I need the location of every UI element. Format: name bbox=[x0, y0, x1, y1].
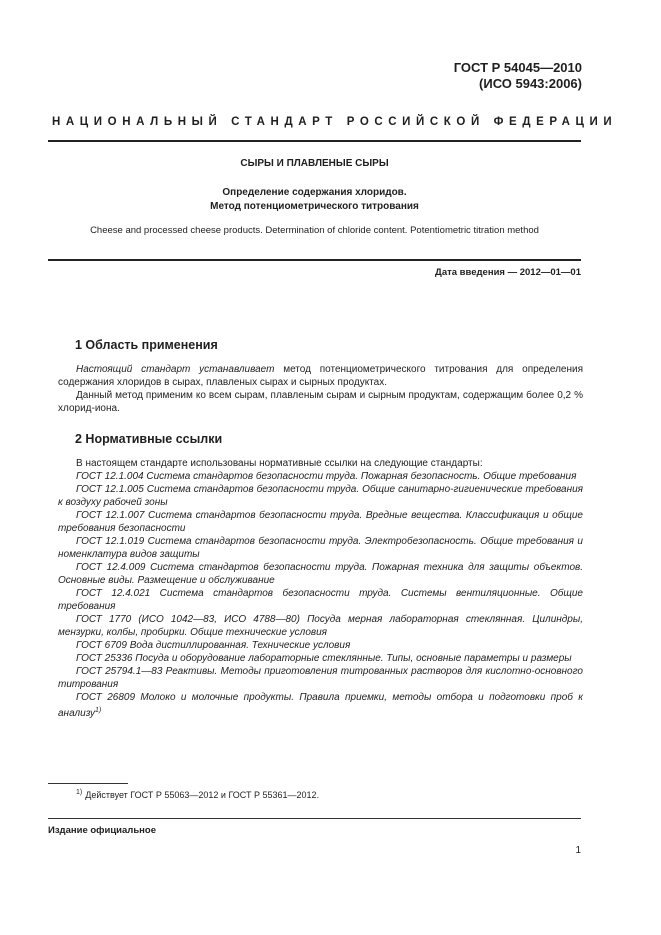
reference-item: ГОСТ 12.4.021 Система стандартов безопасности труда. Системы вентиляционные. Общие требования bbox=[58, 588, 583, 612]
subtitle-line-1: Определение содержания хлоридов. bbox=[222, 187, 407, 198]
english-title: Cheese and processed cheese products. Determination of chloride content. Potentiometric titration method bbox=[90, 225, 539, 236]
footnote-divider bbox=[48, 783, 128, 784]
reference-item: ГОСТ 12.1.019 Система стандартов безопасности труда. Электробезопасность. Общие требования и номенклатура видов защиты bbox=[58, 536, 583, 560]
reference-item: ГОСТ 12.1.007 Система стандартов безопасности труда. Вредные вещества. Классификация и общие требования безопасности bbox=[58, 510, 583, 534]
reference-item: ГОСТ 12.4.009 Система стандартов безопасности труда. Пожарная техника для защиты объектов. Основные виды. Размещение и обслуживание bbox=[58, 562, 583, 586]
title-divider bbox=[48, 259, 581, 261]
document-title: СЫРЫ И ПЛАВЛЕНЫЕ СЫРЫ bbox=[240, 158, 389, 169]
national-standard-banner: НАЦИОНАЛЬНЫЙ СТАНДАРТ РОССИЙСКОЙ ФЕДЕРАЦИИ bbox=[52, 116, 618, 128]
section-2-heading: 2 Нормативные ссылки bbox=[75, 432, 223, 446]
reference-item: ГОСТ 25794.1—83 Реактивы. Методы приготовления титрованных растворов для кислотно-основного титрования bbox=[58, 666, 583, 690]
reference-item: ГОСТ 12.1.005 Система стандартов безопасности труда. Общие санитарно-гигиенические требования к воздуху рабочей зоны bbox=[58, 484, 584, 508]
section-1-paragraph-1: Настоящий стандарт устанавливает метод потенциометрического титрования для определения содержания хлоридов в сырах, плавленых сырах и сырных продуктах. bbox=[58, 364, 583, 388]
reference-item: ГОСТ 26809 Молоко и молочные продукты. Правила приемки, методы отбора и подготовки проб к анализу$^{1)}$ bbox=[58, 692, 583, 719]
footnote-mark: 1) bbox=[76, 789, 83, 796]
footer-divider bbox=[48, 818, 581, 819]
document-subtitle bbox=[48, 186, 581, 214]
header-divider bbox=[48, 140, 581, 142]
reference-item: ГОСТ 1770 (ИСО 1042—83, ИСО 4788—80) Посуда мерная лабораторная стеклянная. Цилиндры, мензурки, колбы, пробирки. Общие технические условия bbox=[58, 614, 583, 638]
page-number: 1 bbox=[575, 845, 581, 856]
reference-item: ГОСТ 25336 Посуда и оборудование лабораторные стеклянные. Типы, основные параметры и размеры bbox=[76, 653, 572, 664]
reference-item: ГОСТ 6709 Вода дистиллированная. Технические условия bbox=[76, 640, 351, 651]
footnote bbox=[76, 789, 319, 800]
reference-item: ГОСТ 12.1.004 Система стандартов безопасности труда. Пожарная безопасность. Общие требования bbox=[76, 471, 577, 482]
section-2-body bbox=[58, 457, 583, 720]
introduction-date: Дата введения — 2012—01—01 bbox=[435, 267, 581, 278]
official-edition-label: Издание официальное bbox=[48, 825, 156, 836]
section-1-heading: 1 Область применения bbox=[75, 338, 218, 352]
footnote-text: Действует ГОСТ Р 55063—2012 и ГОСТ Р 55361—2012. bbox=[85, 790, 320, 800]
subtitle-line-2: Метод потенциометрического титрования bbox=[210, 201, 419, 212]
doc-number: ГОСТ Р 54045—2010 bbox=[453, 60, 582, 75]
section-2-intro: В настоящем стандарте использованы нормативные ссылки на следующие стандарты: bbox=[76, 458, 483, 469]
section-1-body bbox=[58, 363, 583, 415]
footnote-marker: 1) bbox=[95, 707, 102, 714]
iso-reference: (ИСО 5943:2006) bbox=[479, 76, 582, 91]
section-1-paragraph-2: Данный метод применим ко всем сырам, плавленым сырам и сырным продуктам, содержащим более 0,2 % хлорид-иона. bbox=[58, 390, 583, 414]
